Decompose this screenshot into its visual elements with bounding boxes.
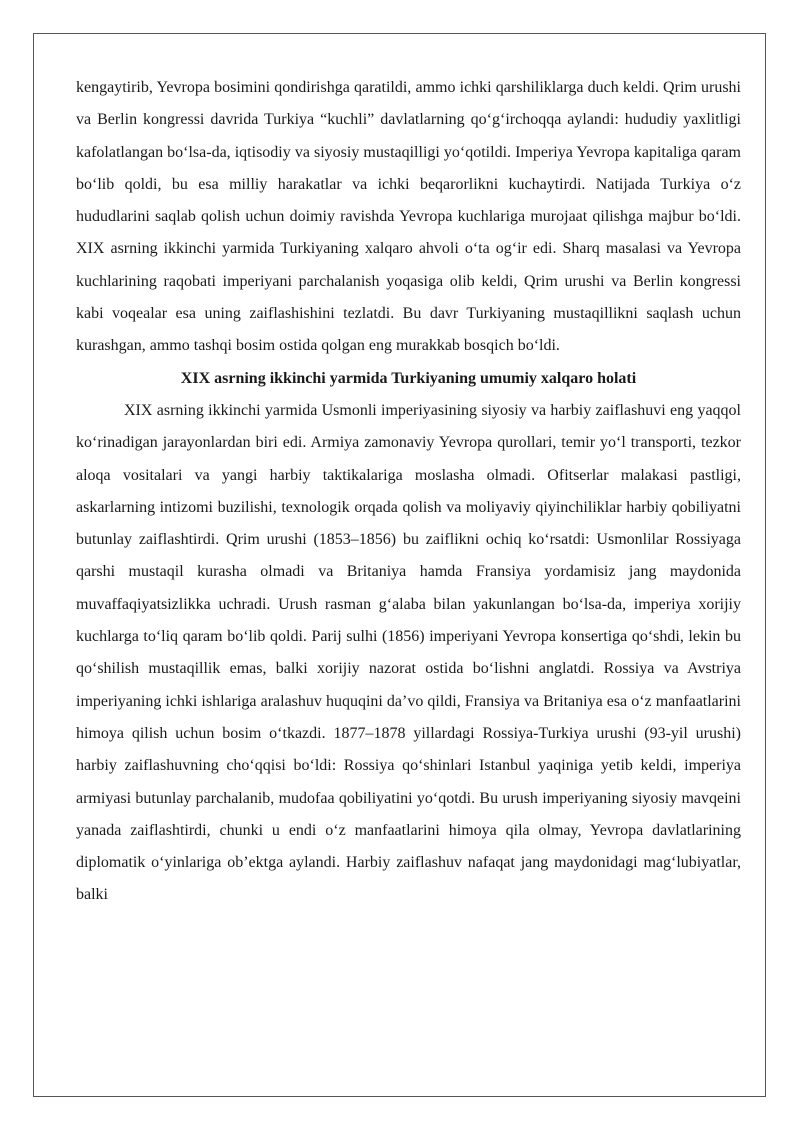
paragraph-continued: kengaytirib, Yevropa bosimini qondirishga qaratildi, ammo ichki qarshiliklarga duch keldi. Qrim urushi va Berlin kongressi davrida Turkiya “kuchli” davlatlarning qo‘g‘irchoqqa aylandi: hududiy yaxlitligi kafolatlangan bo‘lsa-da, iqtisodiy va siyosiy mustaqilligi yo‘qotildi. Imperiya Yevropa kapitaliga qaram bo‘lib qoldi, bu esa milliy harakatlar va ichki beqarorlikni kuchaytirdi. Natijada Turkiya o‘z hududlarini saqlab qolish uchun doimiy ravishda Yevropa kuchlariga murojaat qilishga majbur bo‘ldi. XIX asrning ikkinchi yarmida Turkiyaning xalqaro ahvoli o‘ta og‘ir edi. Sharq masalasi va Yevropa kuchlarining raqobati imperiyani parchalanish yoqasiga olib keldi, Qrim urushi va Berlin kongressi kabi voqealar esa uning zaiflashishini tezlatdi. Bu davr Turkiyaning mustaqillikni saqlash uchun kurashgan, ammo tashqi bosim ostida qolgan eng murakkab bosqich bo‘ldi. <box>76 79 741 355</box>
document-body <box>76 72 741 912</box>
paragraph-section-intro: XIX asrning ikkinchi yarmida Usmonli imperiyasining siyosiy va harbiy zaiflashuvi eng yaqqol ko‘rinadigan jarayonlardan biri edi. Armiya zamonaviy Yevropa qurollari, temir yo‘l transporti, tezkor aloqa vositalari va yangi harbiy taktikalariga moslasha olmadi. Ofitserlar malakasi pastligi, askarlarning intizomi buzilishi, texnologik orqada qolish va moliyaviy qiyinchiliklar harbiy qobiliyatni butunlay zaiflashtirdi. Qrim urushi (1853–1856) bu zaiflikni ochiq ko‘rsatdi: Usmonlilar Rossiyaga qarshi mustaqil kurasha olmadi va Britaniya hamda Fransiya yordamisiz jang maydonida muvaffaqiyatsizlikka uchradi. Urush rasman g‘alaba bilan yakunlangan bo‘lsa-da, imperiya xorijiy kuchlarga to‘liq qaram bo‘lib qoldi. Parij sulhi (1856) imperiyani Yevropa konsertiga qo‘shdi, lekin bu qo‘shilish mustaqillik emas, balki xorijiy nazorat ostida bo‘lishni anglatdi. Rossiya va Avstriya imperiyaning ichki ishlariga aralashuv huquqini da’vo qildi, Fransiya va Britaniya esa o‘z manfaatlarini himoya qilish uchun bosim o‘tkazdi. 1877–1878 yillardagi Rossiya-Turkiya urushi (93-yil urushi) harbiy zaiflashuvning cho‘qqisi bo‘ldi: Rossiya qo‘shinlari Istanbul yaqiniga yetib keldi, imperiya armiyasi butunlay parchalanib, mudofaa qobiliyatini yo‘qotdi. Bu urush imperiyaning siyosiy mavqeini yanada zaiflashtirdi, chunki u endi o‘z manfaatlarini himoya qila olmay, Yevropa davlatlarining diplomatik o‘yinlariga ob’ektga aylandi. Harbiy zaiflashuv nafaqat jang maydonidagi mag‘lubiyatlar, balki <box>76 401 741 904</box>
section-heading: XIX asrning ikkinchi yarmida Turkiyaning umumiy xalqaro holati <box>180 369 637 387</box>
